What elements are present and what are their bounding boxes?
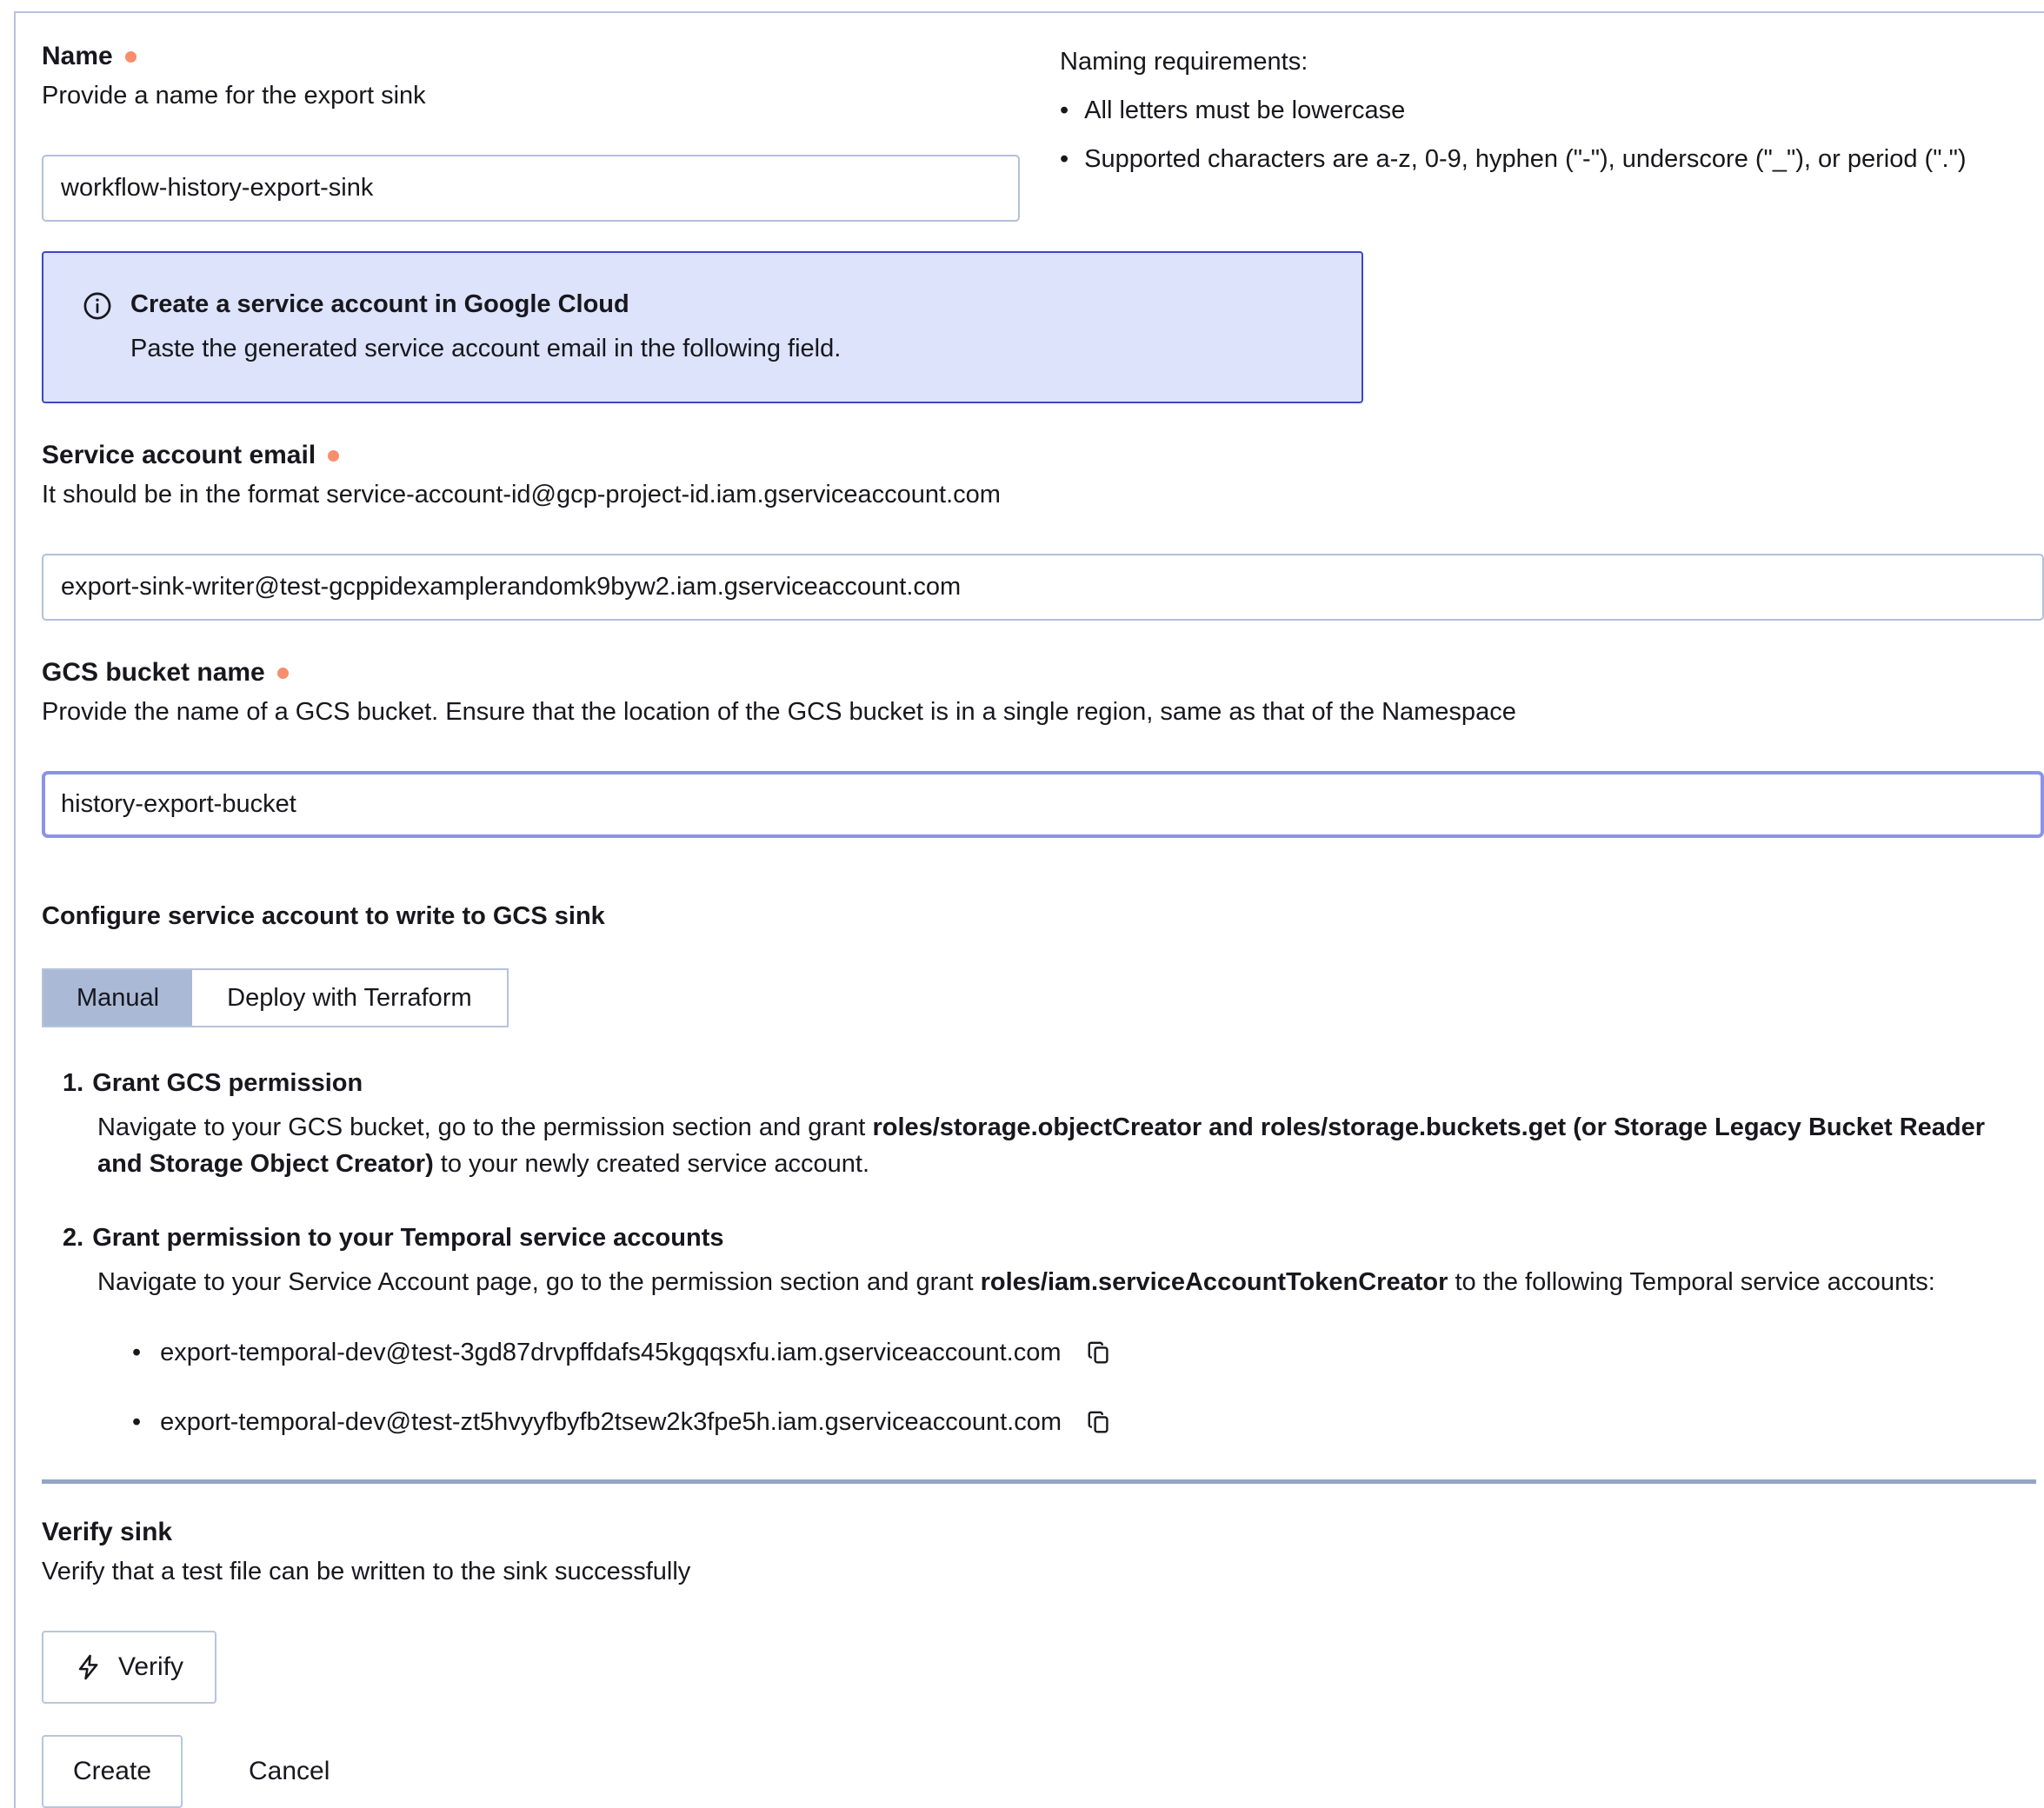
info-icon xyxy=(82,290,113,322)
name-description: Provide a name for the export sink xyxy=(42,82,426,110)
bullet-icon: • xyxy=(132,1408,142,1436)
list-item xyxy=(132,1405,2044,1439)
requirement-text: Supported characters are a-z, 0-9, hyphen ("-"), underscore ("_"), or period (".") xyxy=(1084,145,1967,173)
service-account-label: Service account email xyxy=(42,441,316,469)
gcs-bucket-name-input[interactable] xyxy=(42,771,2044,838)
requirement-text: All letters must be lowercase xyxy=(1084,96,1406,124)
tab-deploy-with-terraform[interactable]: Deploy with Terraform xyxy=(192,970,507,1026)
copy-button[interactable] xyxy=(1086,1338,1114,1367)
bolt-icon xyxy=(75,1653,103,1681)
verify-sink-title: Verify sink xyxy=(42,1518,173,1546)
required-dot-icon xyxy=(125,51,136,63)
service-account-description: It should be in the format service-account-id@gcp-project-id.iam.gserviceaccount.com xyxy=(42,481,1001,508)
configure-tabs xyxy=(42,968,509,1027)
naming-requirements xyxy=(1060,39,2044,222)
naming-requirements-title: Naming requirements: xyxy=(1060,48,1308,76)
instruction-text: to your newly created service account. xyxy=(433,1150,870,1178)
configure-section-title: Configure service account to write to GCS sink xyxy=(42,902,605,930)
info-banner-text xyxy=(130,288,841,365)
verify-button[interactable] xyxy=(42,1631,216,1704)
step-1-instructions xyxy=(97,1109,2001,1182)
bucket-label: GCS bucket name xyxy=(42,658,265,687)
instruction-roles: roles/storage.objectCreator and roles/storage.buckets.get (or Storage Legacy Bucket Reader and Storage Object Creator) xyxy=(97,1113,1986,1178)
copy-icon xyxy=(1086,1408,1112,1436)
name-label-row xyxy=(42,39,1020,74)
bullet-icon: • xyxy=(1060,145,1069,173)
step-number: 2. xyxy=(63,1224,84,1252)
name-label: Name xyxy=(42,42,113,70)
instruction-text: Navigate to your GCS bucket, go to the permission section and grant xyxy=(97,1113,873,1141)
copy-button[interactable] xyxy=(1086,1407,1114,1437)
service-account-email: export-temporal-dev@test-3gd87drvpffdafs45kgqqsxfu.iam.gserviceaccount.com xyxy=(160,1339,1062,1366)
temporal-service-accounts-list xyxy=(132,1335,2044,1439)
service-account-email-input[interactable] xyxy=(42,554,2044,621)
info-banner-description: Paste the generated service account email in the following field. xyxy=(130,335,842,362)
name-row xyxy=(42,39,2044,222)
required-dot-icon xyxy=(277,668,289,679)
bullet-icon: • xyxy=(1060,96,1069,124)
copy-icon xyxy=(1086,1339,1112,1366)
step-number: 1. xyxy=(63,1069,84,1097)
service-account-email: export-temporal-dev@test-zt5hvyyfbyfb2tsew2k3fpe5h.iam.gserviceaccount.com xyxy=(160,1408,1062,1436)
bucket-description: Provide the name of a GCS bucket. Ensure that the location of the GCS bucket is in a single region, same as that of the Namespace xyxy=(42,698,1516,726)
instruction-roles: roles/iam.serviceAccountTokenCreator xyxy=(980,1268,1448,1296)
list-item xyxy=(132,1335,2044,1370)
create-button[interactable]: Create xyxy=(42,1735,183,1808)
sink-name-input[interactable] xyxy=(42,155,1020,222)
export-sink-form xyxy=(14,11,2044,1808)
naming-requirements-list xyxy=(1060,93,2018,176)
step-title: Grant GCS permission xyxy=(92,1069,363,1097)
step-2-instructions xyxy=(97,1264,2001,1300)
instruction-text: to the following Temporal service accounts: xyxy=(1448,1268,1935,1296)
info-banner-title: Create a service account in Google Cloud xyxy=(130,290,629,318)
list-item xyxy=(1060,142,2018,176)
info-banner xyxy=(42,251,1363,403)
tab-manual[interactable]: Manual xyxy=(43,970,192,1026)
verify-button-label: Verify xyxy=(118,1652,184,1681)
list-item xyxy=(1060,93,2018,128)
divider xyxy=(42,1479,2036,1484)
step-2-title-row xyxy=(42,1220,2044,1255)
step-title: Grant permission to your Temporal service accounts xyxy=(92,1224,724,1252)
step-1-title-row xyxy=(42,1066,2044,1100)
bullet-icon: • xyxy=(132,1339,142,1366)
bucket-label-row xyxy=(42,655,2044,690)
form-footer xyxy=(42,1735,2044,1808)
cancel-button[interactable]: Cancel xyxy=(240,1735,338,1808)
verify-sink-description: Verify that a test file can be written to the sink successfully xyxy=(42,1558,691,1585)
required-dot-icon xyxy=(328,450,339,462)
instruction-text: Navigate to your Service Account page, go to the permission section and grant xyxy=(97,1268,981,1296)
service-account-label-row xyxy=(42,438,2044,473)
name-field-group xyxy=(42,39,1020,222)
